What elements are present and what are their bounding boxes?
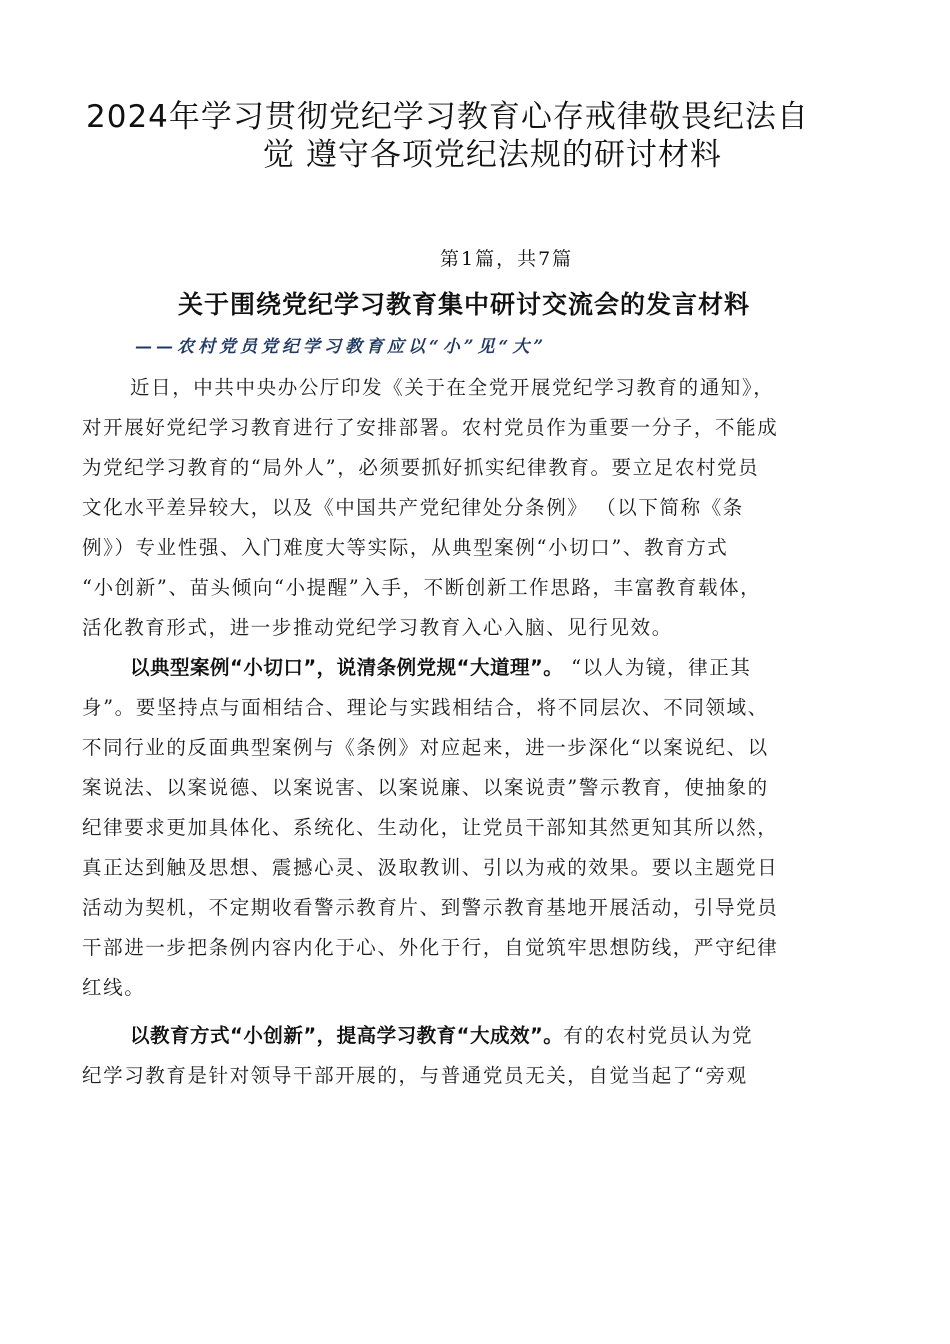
part-counter: 第1篇，共7篇 xyxy=(440,248,574,270)
paragraph-line: 纪律要求更加具体化、系统化、生动化，让党员干部知其然更知其所以然， xyxy=(82,816,779,839)
document-title-line-1: 2024年学习贯彻党纪学习教育心存戒律敬畏纪法自 xyxy=(86,99,809,135)
paragraph-line: 真正达到触及思想、震撼心灵、汲取教训、引以为戒的效果。要以主题党日 xyxy=(82,856,779,879)
paragraph-line: 近日，中共中央办公厅印发《关于在全党开展党纪学习教育的通知》， xyxy=(130,376,775,399)
paragraph-line-tail: 有的农村党员认为党 xyxy=(563,1024,754,1047)
paragraph-lead-heading: 以教育方式“小创新”，提高学习教育“大成效”。 xyxy=(130,1024,564,1047)
paragraph-line: 为党纪学习教育的“局外人”，必须要抓好抓实纪律教育。要立足农村党员 xyxy=(82,456,760,479)
paragraph-1 xyxy=(82,368,888,648)
paragraph-line: 活动为契机，不定期收看警示教育片、到警示教育基地开展活动，引导党员 xyxy=(82,896,779,919)
article-subtitle: ——农村党员党纪学习教育应以“小”见“大” xyxy=(135,337,548,357)
paragraph-line: 不同行业的反面典型案例与《条例》对应起来，进一步深化“以案说纪、以 xyxy=(82,736,769,759)
paragraph-line: 例》）专业性强、入门难度大等实际，从典型案例“小切口”、教育方式 xyxy=(82,536,729,559)
document-title-line-2: 觉 遵守各项党纪法规的研讨材料 xyxy=(263,137,722,173)
paragraph-line: 对开展好党纪学习教育进行了安排部署。农村党员作为重要一分子，不能成 xyxy=(82,416,779,439)
paragraph-line: 案说法、以案说德、以案说害、以案说廉、以案说责”警示教育，使抽象的 xyxy=(82,776,769,799)
paragraph-2 xyxy=(82,648,888,1008)
paragraph-3 xyxy=(82,1016,888,1096)
document-title xyxy=(60,98,890,174)
paragraph-line: 红线。 xyxy=(82,976,146,999)
paragraph-line: 身”。要坚持点与面相结合、理论与实践相结合，将不同层次、不同领域、 xyxy=(82,696,769,719)
article-title: 关于围绕党纪学习教育集中研讨交流会的发言材料 xyxy=(178,290,751,319)
paragraph-line-tail: “以人为镜，律正其 xyxy=(563,656,752,679)
paragraph-line: 文化水平差异较大，以及《中国共产党纪律处分条例》 （以下简称《条 xyxy=(82,496,744,519)
paragraph-first-line xyxy=(82,648,888,688)
paragraph-lead-heading: 以典型案例“小切口”，说清条例党规“大道理”。 xyxy=(130,656,564,679)
paragraph-line: 纪学习教育是针对领导干部开展的，与普通党员无关，自觉当起了“旁观 xyxy=(82,1064,748,1087)
paragraph-line: 活化教育形式，进一步推动党纪学习教育入心入脑、见行见效。 xyxy=(82,616,673,639)
paragraph-first-line xyxy=(82,1016,888,1056)
paragraph-line: 干部进一步把条例内容内化于心、外化于行，自觉筑牢思想防线，严守纪律 xyxy=(82,936,779,959)
paragraph-line: “小创新”、苗头倾向“小提醒”入手，不断创新工作思路，丰富教育载体， xyxy=(82,576,762,599)
